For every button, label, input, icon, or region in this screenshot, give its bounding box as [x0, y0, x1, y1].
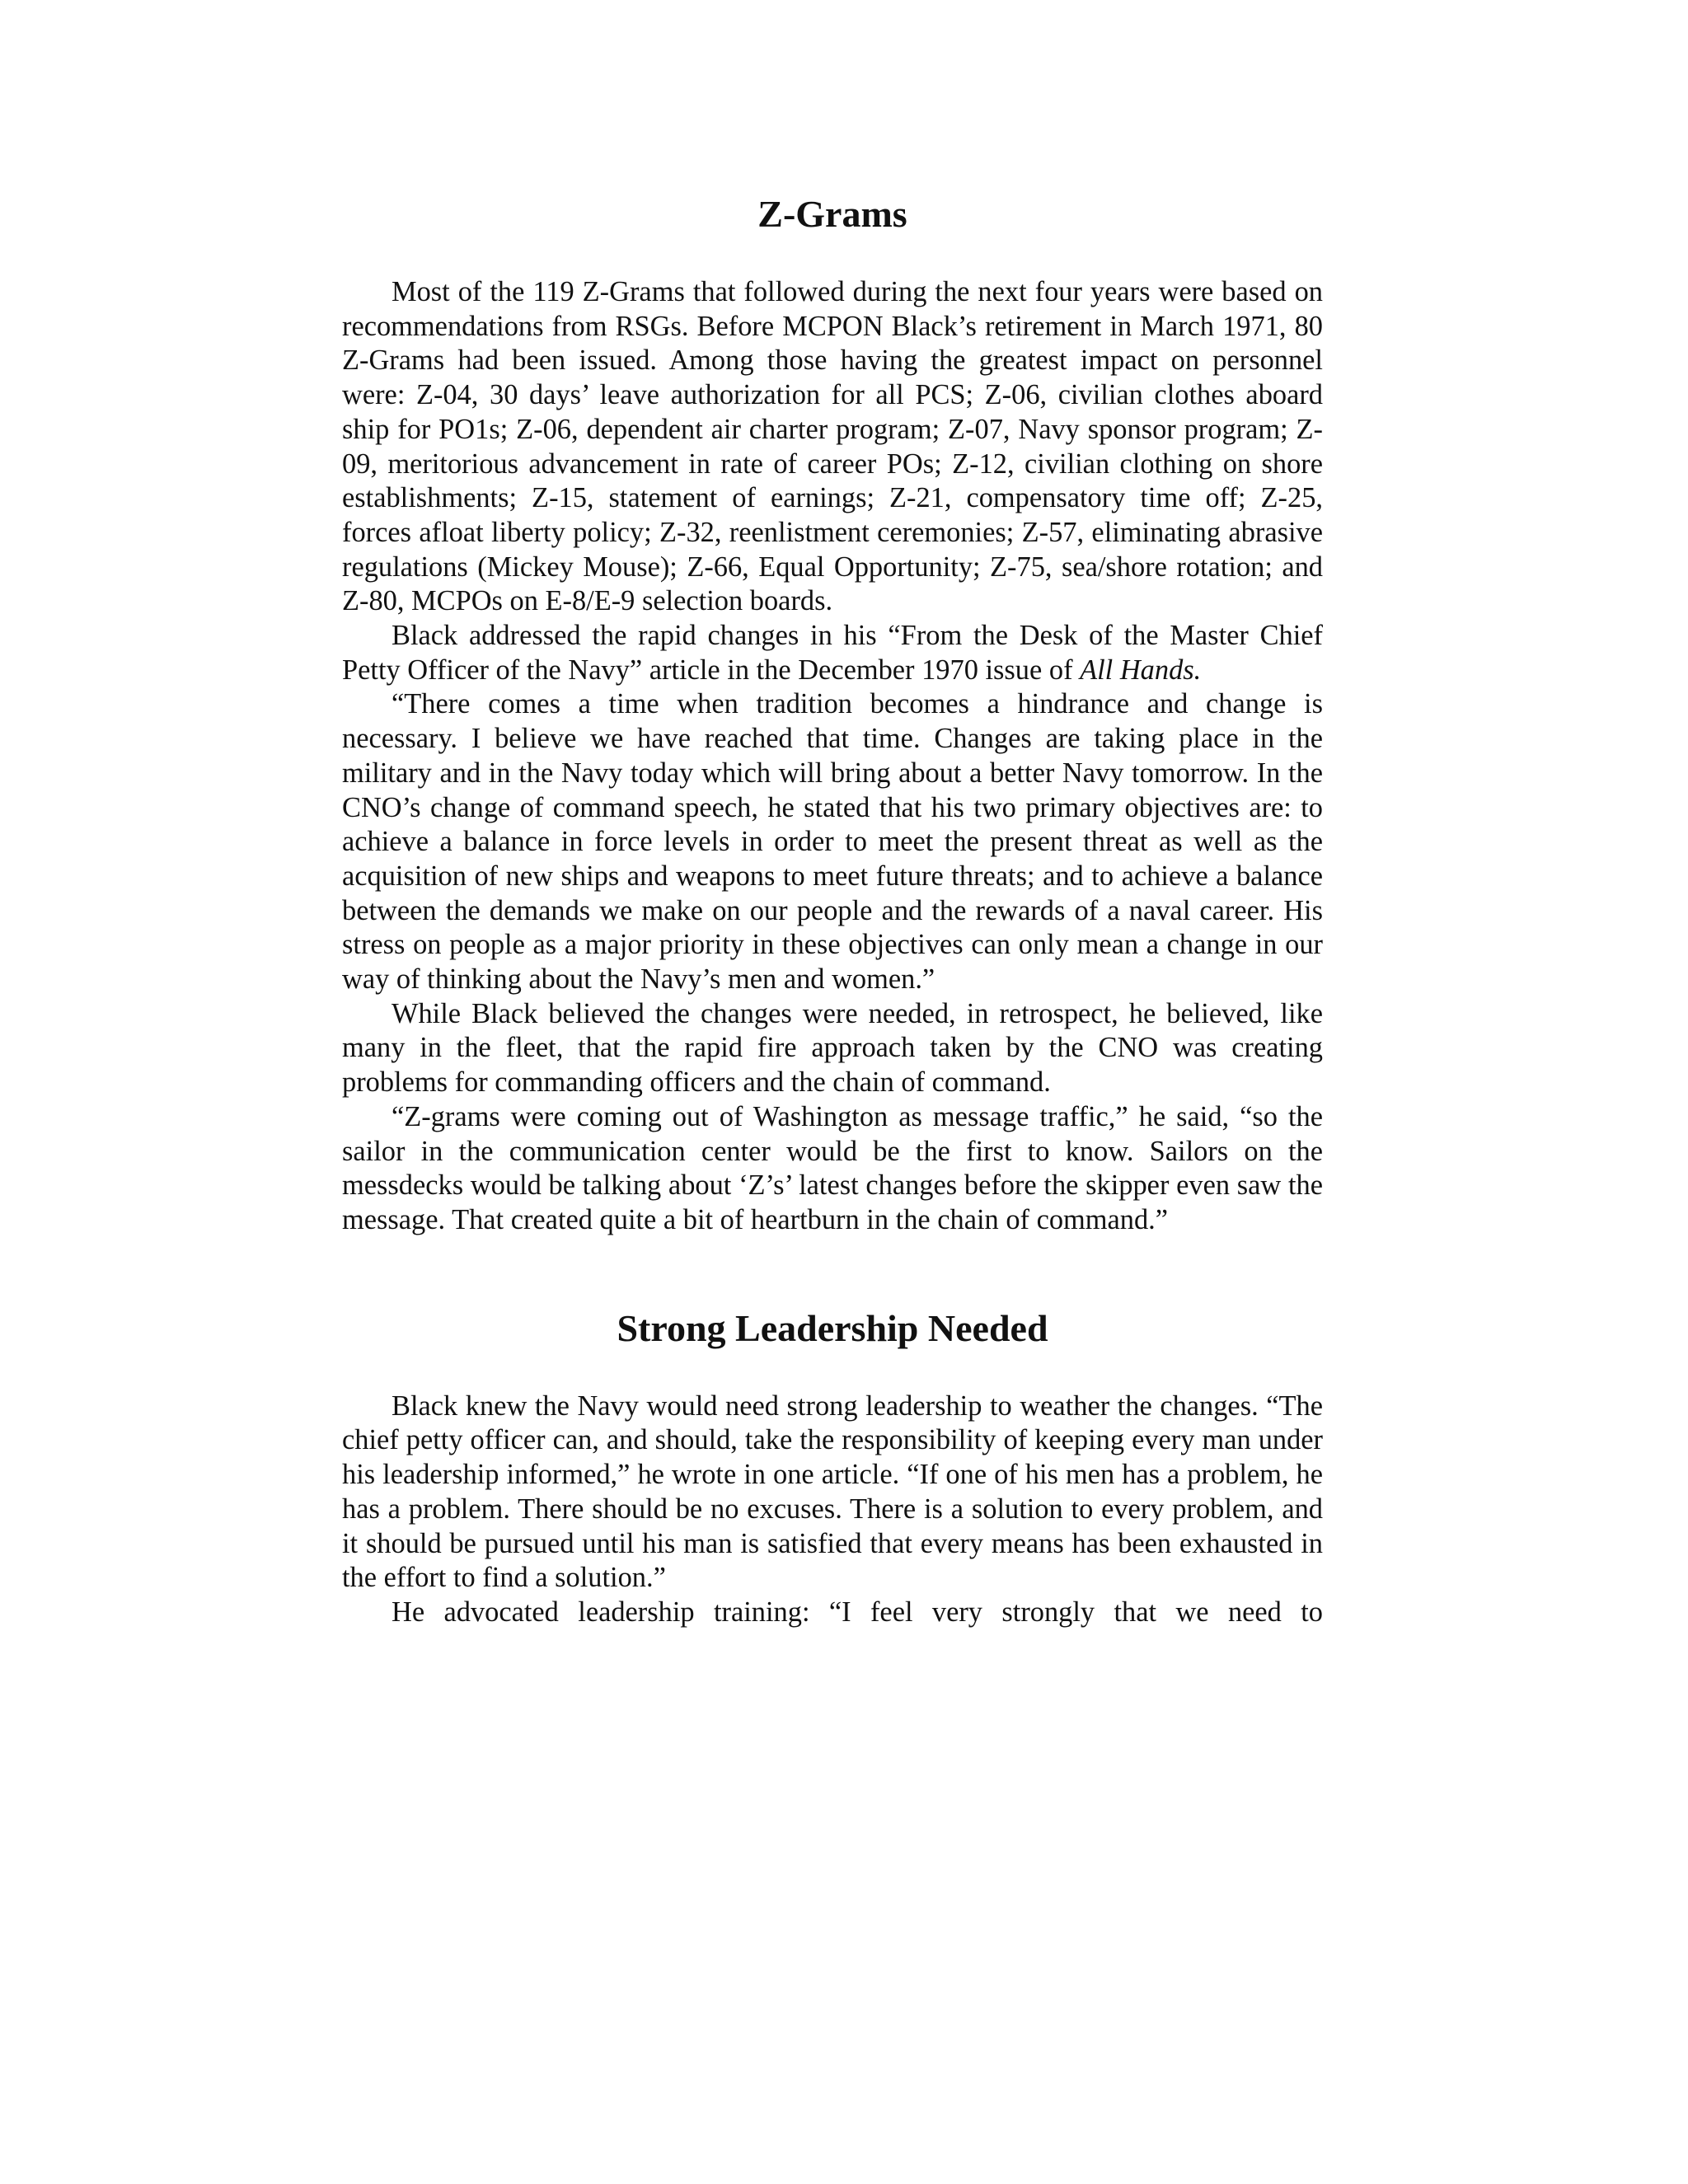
paragraph-retrospect: While Black believed the changes were needed, in retrospect, he believed, like many in the fleet, that the rapid fire approach taken by the CNO was creating problems for commanding officers and the chain of command.	[342, 997, 1323, 1099]
text-column	[342, 190, 1323, 1630]
paragraph-leadership-training: He advocated leadership training: “I feel very strongly that we need to	[392, 1596, 1323, 1628]
paragraph-chief-petty-officer: Black knew the Navy would need strong leadership to weather the changes. “The chief petty officer can, and should, take the responsibility of keeping every man under his leadership informed,” he wrote in one article. “If one of his men has a problem, he has a problem. There should be no excuses. There is a solution to every problem, and it should be pursued until his man is satisfied that every means has been exhausted in the effort to find a solution.”	[342, 1390, 1323, 1594]
publication-title: All Hands.	[1080, 654, 1202, 686]
section-heading-leadership: Strong Leadership Needed	[617, 1306, 1048, 1349]
section-heading-zgrams: Z-Grams	[757, 193, 907, 235]
paragraph-message-traffic: “Z-grams were coming out of Washington as message traffic,” he said, “so the sailor in the communication center would be the first to know. Sailors on the messdecks would be talking about ‘Z’s’ latest changes before the skipper even saw the message. That created quite a bit of heartburn in the chain of command.”	[342, 1100, 1323, 1235]
paragraph-desk-article-text: Black addressed the rapid changes in his “From the Desk of the Master Chief Petty Officer of the Navy” article in the December 1970 issue of	[342, 620, 1323, 686]
paragraph-desk-article	[342, 619, 1323, 687]
paragraph-tradition-quote: “There comes a time when tradition becomes a hindrance and change is necessary. I believe we have reached that time. Changes are taking place in the military and in the Navy today which will bring about a better Navy tomorrow. In the CNO’s change of command speech, he stated that his two primary objectives are: to achieve a balance in force levels in order to meet the present threat as well as the acquisition of new ships and weapons to meet future threats; and to achieve a balance between the demands we make on our people and the rewards of a naval career. His stress on people as a major priority in these objectives can only mean a change in our way of thinking about the Navy’s men and women.”	[342, 688, 1323, 996]
paragraph-zgrams-list: Most of the 119 Z-Grams that followed during the next four years were based on recommendations from RSGs. Before MCPON Black’s retirement in March 1971, 80 Z-Grams had been issued. Among those having the greatest impact on personnel were: Z-04, 30 days’ leave authorization for all PCS; Z-06, civilian clothes aboard ship for PO1s; Z-06, dependent air charter program; Z-07, Navy sponsor program; Z-09, meritorious advancement in rate of career POs; Z-12, civilian clothing on shore establishments; Z-15, statement of earnings; Z-21, compensatory time off; Z-25, forces afloat liberty policy; Z-32, reenlistment ceremonies; Z-57, eliminating abrasive regulations (Mickey Mouse); Z-66, Equal Opportunity; Z-75, sea/shore rotation; and Z-80, MCPOs on E-8/E-9 selection boards.	[342, 276, 1323, 617]
